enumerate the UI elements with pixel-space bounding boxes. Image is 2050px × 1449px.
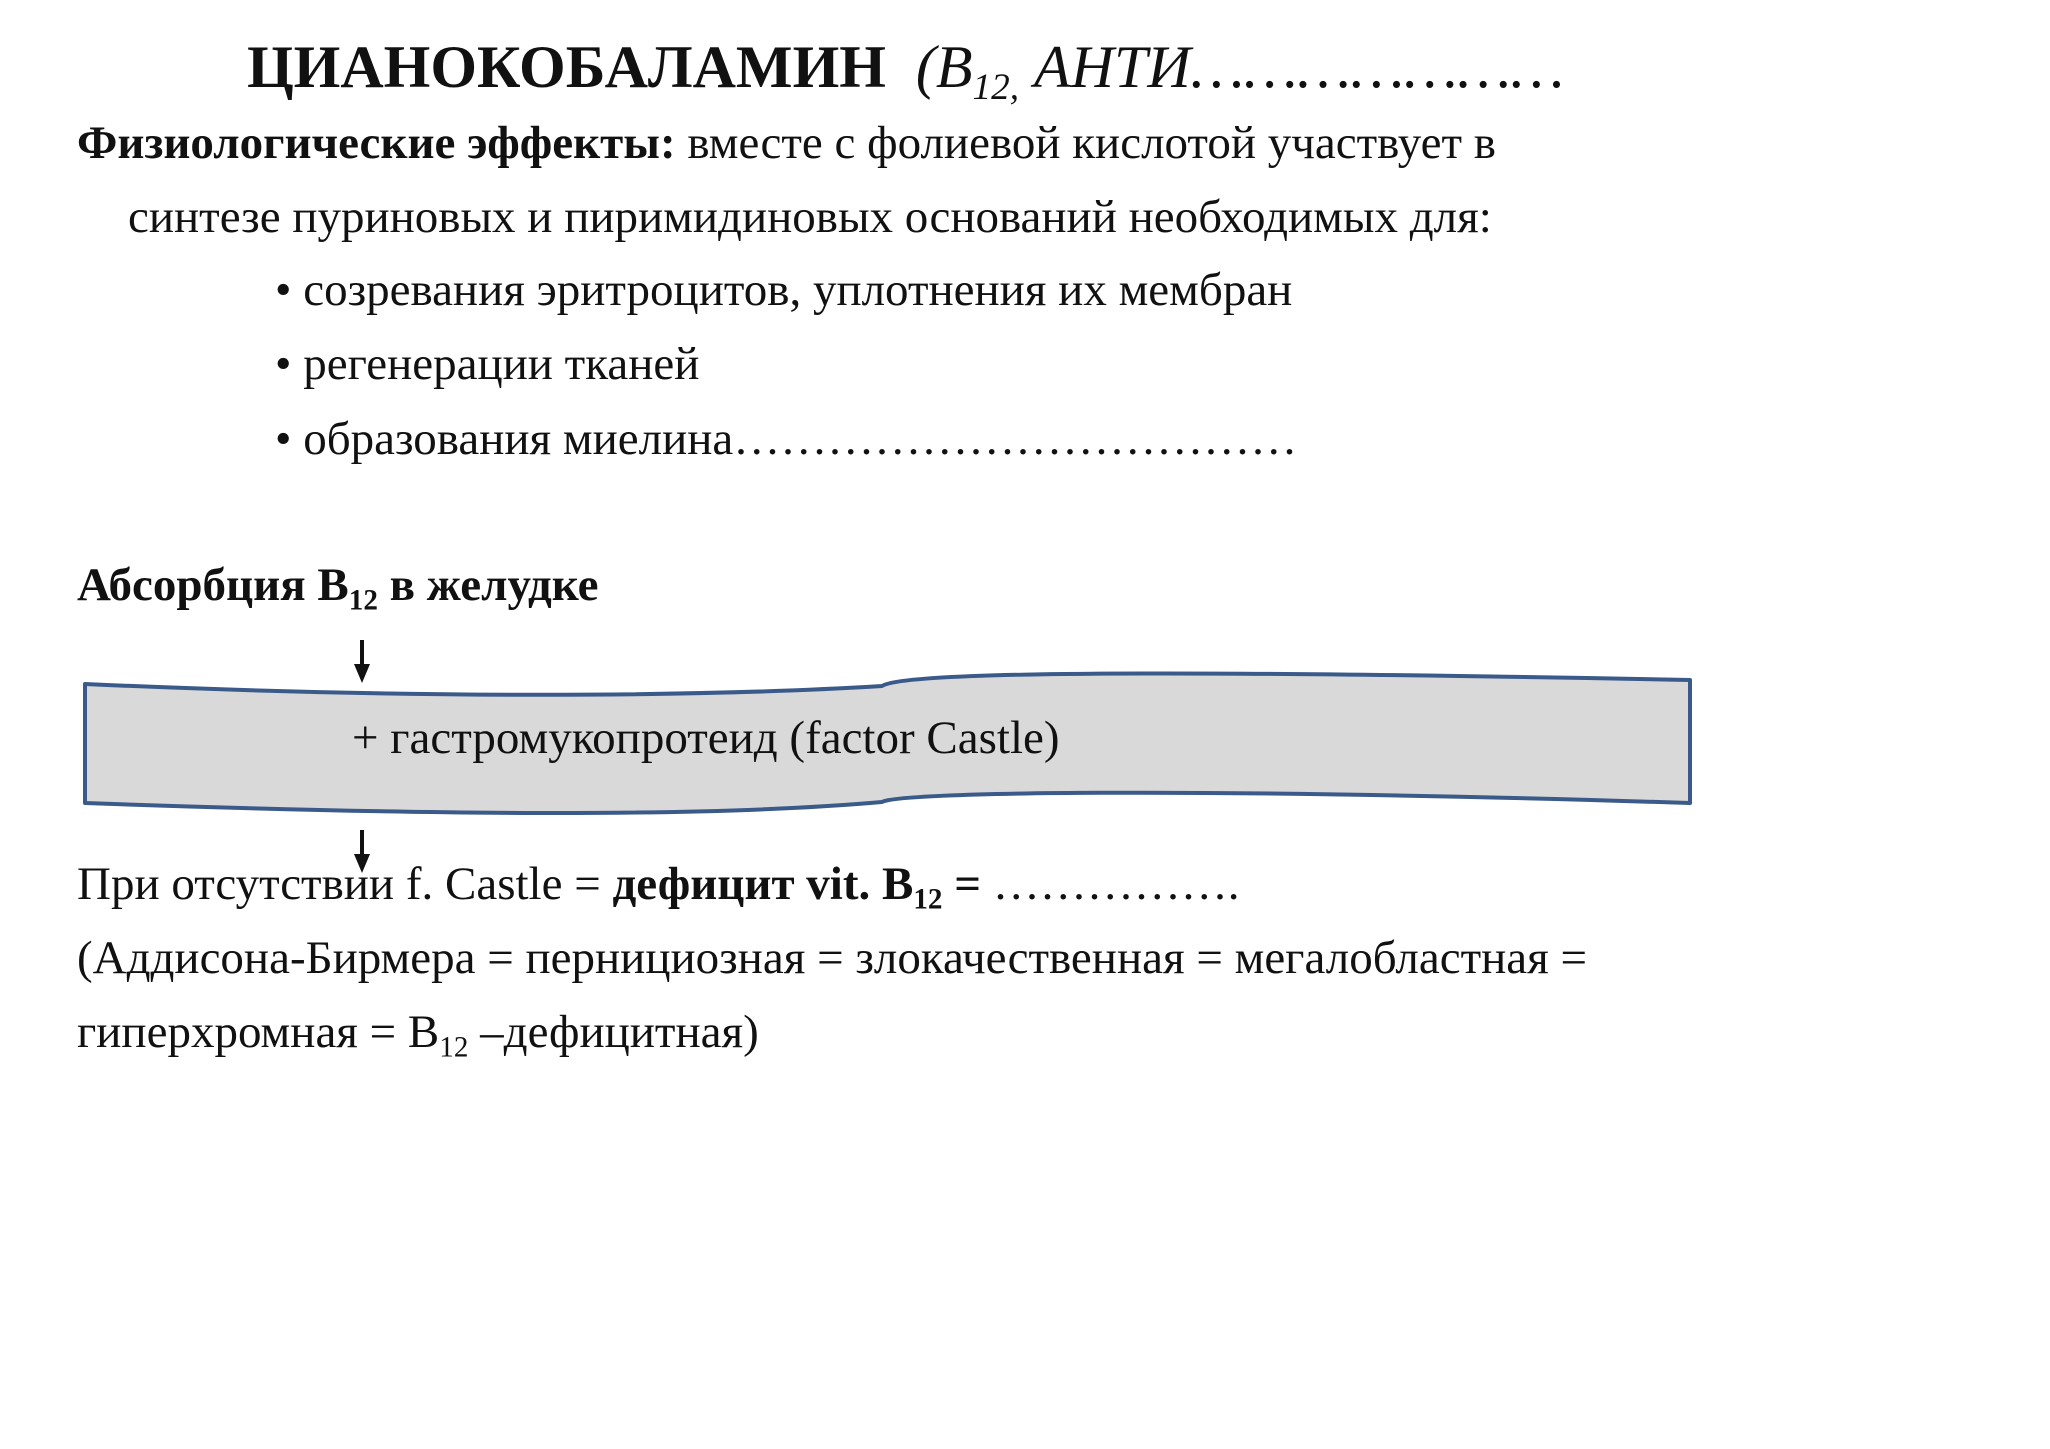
down-arrow-icon xyxy=(354,640,370,683)
absorption-post: в желудке xyxy=(377,559,599,611)
absorption-subscript: 12 xyxy=(348,584,378,617)
title-main: ЦИАНОКОБАЛАМИН xyxy=(247,34,886,100)
deficit-dots: ……………. xyxy=(981,858,1240,910)
synonyms-line-1: (Аддисона-Бирмера = пернициозная = злокачественная = мегалобластная = xyxy=(77,932,1588,984)
deficit-bold-pre: дефицит vit. В xyxy=(612,858,914,910)
synonyms-line-2 xyxy=(77,1006,759,1064)
deficit-bold-post: = xyxy=(942,858,982,910)
deficit-line xyxy=(77,858,1240,916)
title-paren: (B xyxy=(915,34,973,100)
effects-line-2: синтезе пуриновых и пиримидиновых оснований необходимых для: xyxy=(128,191,1492,243)
factor-castle-label: + гастромукопротеид (factor Castle) xyxy=(352,712,1060,764)
title-paren-subscript: 12, xyxy=(972,66,1020,108)
effects-label: Физиологические эффекты: xyxy=(77,117,676,169)
absorption-pre: Абсорбция В xyxy=(77,559,349,611)
deficit-subscript: 12 xyxy=(913,883,943,916)
deficit-pre: При отсутствии f. Castle = xyxy=(77,858,613,910)
synonyms-subscript: 12 xyxy=(439,1031,469,1064)
title-anti: АНТИ………………… xyxy=(1019,34,1565,100)
bullet-item: • созревания эритроцитов, уплотнения их мембран xyxy=(275,264,1293,316)
bullet-item: • регенерации тканей xyxy=(275,338,700,390)
synonyms-pre: гиперхромная = В xyxy=(77,1006,440,1058)
bullet-item: • образования миелина……………………………… xyxy=(275,413,1298,465)
deficit-bold xyxy=(612,858,982,916)
synonyms-post: –дефицитная) xyxy=(468,1006,759,1058)
effects-text-1: вместе с фолиевой кислотой участвует в xyxy=(675,117,1496,169)
